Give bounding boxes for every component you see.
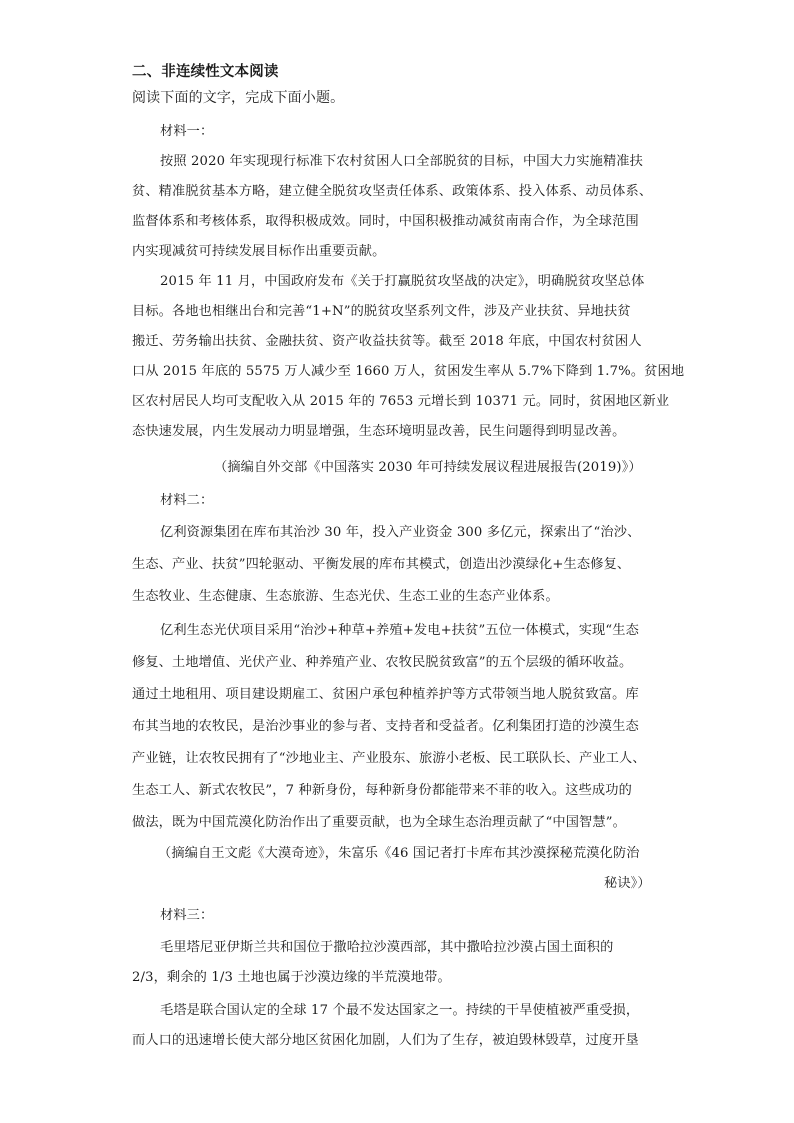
material3-p1-line: 2/3，剩余的 1/3 土地也属于沙漠边缘的半荒漠地带。	[132, 970, 451, 985]
material1-p1-line: 按照 2020 年实现现行标准下农村贫困人口全部脱贫的目标，中国大力实施精准扶	[160, 154, 643, 169]
material1-p2-line: 搬迁、劳务输出扶贫、金融扶贫、资产收益扶贫等。截至 2018 年底，中国农村贫困人	[132, 334, 642, 349]
material1-p2-line: 区农村居民人均可支配收入从 2015 年的 7653 元增长到 10371 元。同时，贫困地区新业	[132, 394, 670, 409]
material1-p1-line: 贫、精准脱贫基本方略，建立健全脱贫攻坚责任体系、政策体系、投入体系、动员体系、	[132, 184, 653, 199]
material2-p1-line: 生态、产业、扶贫”四轮驱动、平衡发展的库布其模式，创造出沙漠绿化+生态修复、	[132, 557, 631, 572]
material2-p1-line: 亿利资源集团在库布其治沙 30 年，投入产业资金 300 多亿元，探索出了“治沙、	[160, 525, 641, 540]
material2-p2-line: 产业链，让农牧民拥有了“沙地业主、产业股东、旅游小老板、民工联队长、产业工人、	[132, 751, 646, 766]
material2-p2-line: 布其当地的农牧民，是治沙事业的参与者、支持者和受益者。亿利集团打造的沙漠生态	[132, 719, 639, 734]
material2-label: 材料二：	[160, 493, 214, 508]
material1-label: 材料一：	[160, 124, 214, 139]
material1-p1-line: 监督体系和考核体系，取得积极成效。同时，中国积极推动减贫南南合作，为全球范围	[132, 214, 639, 229]
material1-source: （摘编自外交部《中国落实 2030 年可持续发展议程进展报告(2019)》）	[214, 460, 642, 475]
material3-p1-line: 毛里塔尼亚伊斯兰共和国位于撒哈拉沙漠西部，其中撒哈拉沙漠占国土面积的	[160, 940, 614, 955]
material2-p2-line: 亿利生态光伏项目采用“治沙+种草+养殖+发电+扶贫”五位一体模式，实现“生态	[160, 623, 639, 638]
material2-source: 秘诀》）	[604, 876, 651, 891]
instruction-text: 阅读下面的文字，完成下面小题。	[132, 90, 345, 106]
material1-p1-line: 内实现减贫可持续发展目标作出重要贡献。	[132, 244, 386, 259]
material2-p1-line: 生态牧业、生态健康、生态旅游、生态光伏、生态工业的生态产业体系。	[132, 589, 559, 604]
material3-p2-line: 而人口的迅速增长使大部分地区贫困化加剧，人们为了生存，被迫毁林毁草，过度开垦	[132, 1033, 639, 1048]
material3-label: 材料三：	[160, 908, 214, 923]
material3-p2-line: 毛塔是联合国认定的全球 17 个最不发达国家之一。持续的干旱使植被严重受损，	[160, 1003, 640, 1018]
material1-p2-line: 2015 年 11 月，中国政府发布《关于打赢脱贫攻坚战的决定》，明确脱贫攻坚总体	[160, 274, 645, 289]
material2-source: （摘编自王文彪《大漠奇迹》，朱富乐《46 国记者打卡库布其沙漠探秘荒漠化防治	[158, 846, 640, 861]
material1-p2-line: 口从 2015 年底的 5575 万人减少至 1660 万人，贫困发生率从 5.7%下降到 1.7%。贫困地	[132, 364, 685, 379]
material1-p2-line: 态快速发展，内生发展动力明显增强，生态环境明显改善，民生问题得到明显改善。	[132, 424, 626, 439]
material2-p2-line: 做法，既为中国荒漠化防治作出了重要贡献，也为全球生态治理贡献了“中国智慧”。	[132, 815, 626, 830]
material2-p2-line: 修复、土地增值、光伏产业、种养殖产业、农牧民脱贫致富”的五个层级的循环收益。	[132, 655, 633, 670]
material2-p2-line: 生态工人、新式农牧民”，7 种新身份，每种新身份都能带来不菲的收入。这些成功的	[132, 783, 632, 798]
section-heading: 二、非连续性文本阅读	[132, 64, 279, 80]
material1-p2-line: 目标。各地也相继出台和完善“1+N”的脱贫攻坚系列文件，涉及产业扶贫、异地扶贫	[132, 304, 631, 319]
material2-p2-line: 通过土地租用、项目建设期雇工、贫困户承包种植养护等方式带领当地人脱贫致富。库	[132, 687, 639, 702]
